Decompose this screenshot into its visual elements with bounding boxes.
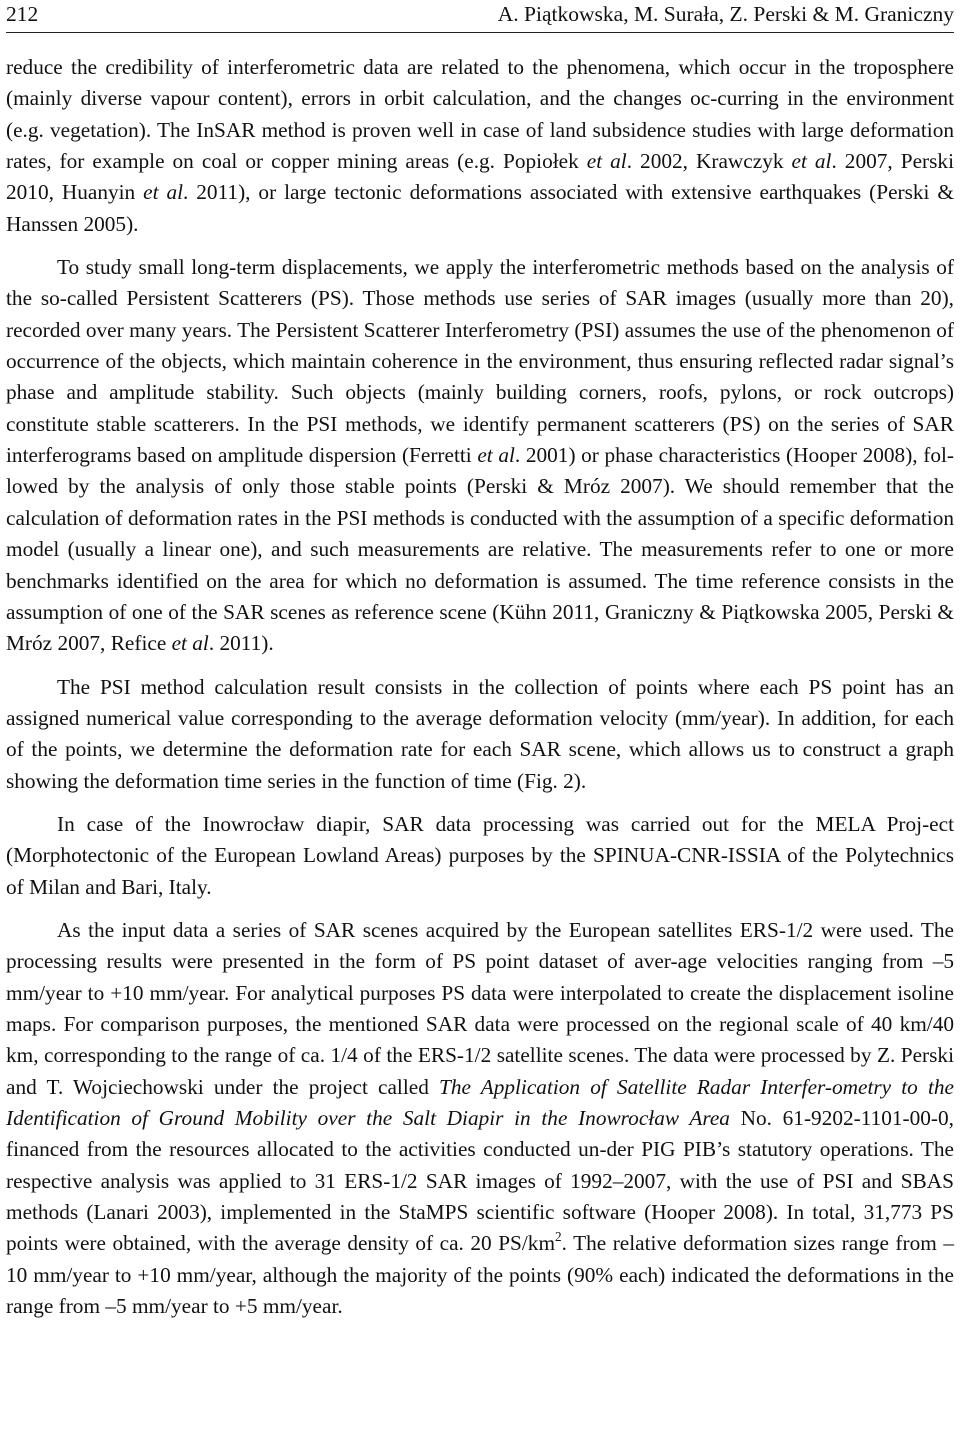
- text-run: . 2007, Perski 2010, Huanyin: [6, 149, 954, 205]
- text-run: . 2002, Krawczyk: [626, 149, 792, 174]
- text-run: . 2011), or large tectonic deformations associated with extensive earthquakes (Perski & Hanssen 2005).: [6, 180, 954, 236]
- italic-text: et al: [143, 180, 184, 205]
- paragraph-1: [6, 52, 954, 240]
- paragraph-2: [6, 252, 954, 659]
- italic-text: et al: [477, 443, 515, 468]
- text-run: As the input data a series of SAR scenes acquired by the European satellites ERS-1/2 were used. The processing results were presented in the form of PS point dataset of aver-age velocities ranging from –5 mm/year to +10 mm/year. For analytical purposes PS data were interpolated to create the displacement isoline maps. For comparison purposes, the mentioned SAR data were processed on the regional scale of 40 km/40 km, corresponding to the range of ca. 1/4 of the ERS-1/2 satellite scenes. The data were processed by Z. Perski and T. Wojciechowski under the project called: [6, 917, 954, 1099]
- text-run: In case of the Inowrocław diapir, SAR data processing was carried out for the MELA Proj-ect (Morphotectonic of the European Lowland Areas) purposes by the SPINUA-CNR-ISSIA of the Polytechnics of Milan and Bari, Italy.: [6, 811, 954, 899]
- text-run: . The relative deformation sizes range from –10 mm/year to +10 mm/year, although the majority of the points (90% each) indicated the deformations in the range from –5 mm/year to +5 mm/year.: [6, 1231, 954, 1319]
- body-text: [6, 52, 954, 1322]
- italic-text: et al: [791, 149, 832, 174]
- italic-text: et al: [171, 631, 209, 656]
- running-header: [6, 0, 954, 33]
- text-run: To study small long-term displacements, we apply the interferometric methods based on the analysis of the so-called Persistent Scatterers (PS). Those methods use series of SAR images (usually more than 20), recorded over many years. The Persistent Scatterer Interferometry (PSI) assumes the use of the phenomenon of occurrence of the objects, which maintain coherence in the environment, thus ensuring reflected radar signal’s phase and amplitude stability. Such objects (mainly building corners, roofs, pylons, or rock outcrops) constitute stable scatterers. In the PSI methods, we identify permanent scatterers (PS) on the series of SAR interferograms based on amplitude dispersion (Ferretti: [6, 255, 954, 468]
- text-run: . 2011).: [208, 631, 274, 656]
- text-run: The PSI method calculation result consists in the collection of points where each PS point has an assigned numerical value corresponding to the average deformation velocity (mm/year). In addition, for each of the points, we determine the deformation rate for each SAR scene, which allows us to construct a graph showing the deformation time series in the function of time (Fig. 2).: [6, 674, 954, 793]
- paragraph-5: [6, 915, 954, 1322]
- superscript: 2: [555, 1228, 562, 1244]
- page-number: 212: [6, 2, 39, 26]
- paragraph-4: [6, 809, 954, 903]
- italic-text: The Application of Satellite Radar Interfer-ometry to the Identification of Ground Mobility over the Salt Diapir in the Inowrocław Area: [6, 1074, 954, 1130]
- text-run: No. 61-9202-1101-00-0, financed from the resources allocated to the activities conducted un-der PIG PIB’s statutory operations. The respective analysis was applied to 31 ERS-1/2 SAR images of 1992–2007, with the use of PSI and SBAS methods (Lanari 2003), implemented in the StaMPS scientific software (Hooper 2008). In total, 31,773 PS points were obtained, with the average density of ca. 20 PS/km: [6, 1106, 954, 1256]
- text-run: reduce the credibility of interferometric data are related to the phenomena, which occur in the troposphere (mainly diverse vapour content), errors in orbit calculation, and the changes oc-curring in the environment (e.g. vegetation). The InSAR method is proven well in case of land subsidence studies with large deformation rates, for example on coal or copper mining areas (e.g. Popiołek: [6, 55, 954, 174]
- paragraph-3: [6, 672, 954, 797]
- italic-text: et al: [586, 149, 627, 174]
- running-header-authors: A. Piątkowska, M. Surała, Z. Perski & M. Graniczny: [497, 2, 954, 26]
- text-run: . 2001) or phase characteristics (Hooper 2008), fol-lowed by the analysis of only those stable points (Perski & Mróz 2007). We should remember that the calculation of deformation rates in the PSI methods is conducted with the assumption of a specific deformation model (usually a linear one), and such measurements are relative. The measurements refer to one or more benchmarks identified on the area for which no deformation is assumed. The time reference consists in the assumption of one of the SAR scenes as reference scene (Kühn 2011, Graniczny & Piątkowska 2005, Perski & Mróz 2007, Refice: [6, 443, 954, 656]
